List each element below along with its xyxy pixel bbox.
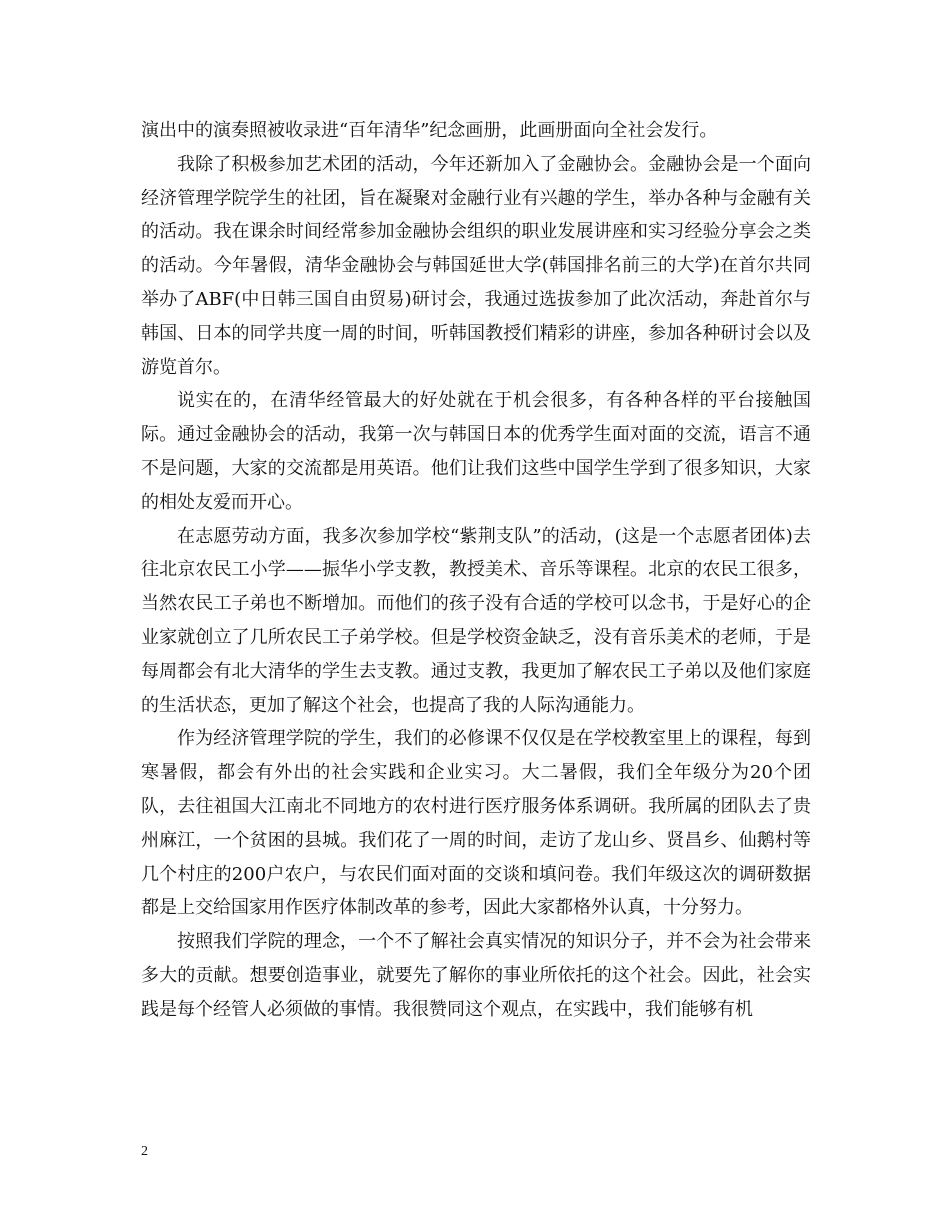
paragraph-continuation: 演出中的演奏照被收录进“百年清华”纪念画册，此画册面向全社会发行。 — [141, 120, 718, 141]
paragraph-finance-association: 我除了积极参加艺术团的活动，今年还新加入了金融协会。金融协会是一个面向经济管理学院学生的社团，旨在凝聚对金融行业有兴趣的学生，举办各种与金融有关的活动。我在课余时间经常参加金融协会组织的职业发展讲座和实习经验分享会之类的活动。今年暑假，清华金融协会与韩国延世大学(韩国排名前三的大学)在首尔共同举办了ABF(中日韩三国自由贸易)研讨会，我通过选拔参加了此次活动，奔赴首尔与韩国、日本的同学共度一周的时间，听韩国教授们精彩的讲座，参加各种研讨会以及游览首尔。 — [141, 153, 811, 378]
paragraph-social-practice: 作为经济管理学院的学生，我们的必修课不仅仅是在学校教室里上的课程，每到寒暑假，都会有外出的社会实践和企业实习。大二暑假，我们全年级分为20个团队，去往祖国大江南北不同地方的农村进行医疗服务体系调研。我所属的团队去了贵州麻江，一个贫困的县城。我们花了一周的时间，走访了龙山乡、贤昌乡、仙鹅村等几个村庄的200户农户，与农民们面对面的交谈和填问卷。我们年级这次的调研数据都是上交给国家用作医疗体制改革的参考，因此大家都格外认真，十分努力。 — [141, 728, 811, 919]
paragraph-opportunities: 说实在的，在清华经管最大的好处就在于机会很多，有各种各样的平台接触国际。通过金融协会的活动，我第一次与韩国日本的优秀学生面对面的交流，语言不通不是问题，大家的交流都是用英语。他们让我们这些中国学生学到了很多知识，大家的相处友爱而开心。 — [141, 390, 811, 513]
body-text — [141, 114, 811, 1027]
paragraph-volunteer-work: 在志愿劳动方面，我多次参加学校“紫荆支队”的活动，(这是一个志愿者团体)去往北京农民工小学——振华小学支教，教授美术、音乐等课程。北京的农民工很多，当然农民工子弟也不断增加。而他们的孩子没有合适的学校可以念书，于是好心的企业家就创立了几所农民工子弟学校。但是学校资金缺乏，没有音乐美术的老师，于是每周都会有北大清华的学生去支教。通过支教，我更加了解农民工子弟以及他们家庭的生活状态，更加了解这个社会，也提高了我的人际沟通能力。 — [141, 525, 811, 716]
paragraph-school-philosophy: 按照我们学院的理念，一个不了解社会真实情况的知识分子，并不会为社会带来多大的贡献。想要创造事业，就要先了解你的事业所依托的这个社会。因此，社会实践是每个经管人必须做的事情。我很赞同这个观点，在实践中，我们能够有机 — [141, 931, 811, 1020]
page-number: 2 — [141, 1144, 148, 1159]
